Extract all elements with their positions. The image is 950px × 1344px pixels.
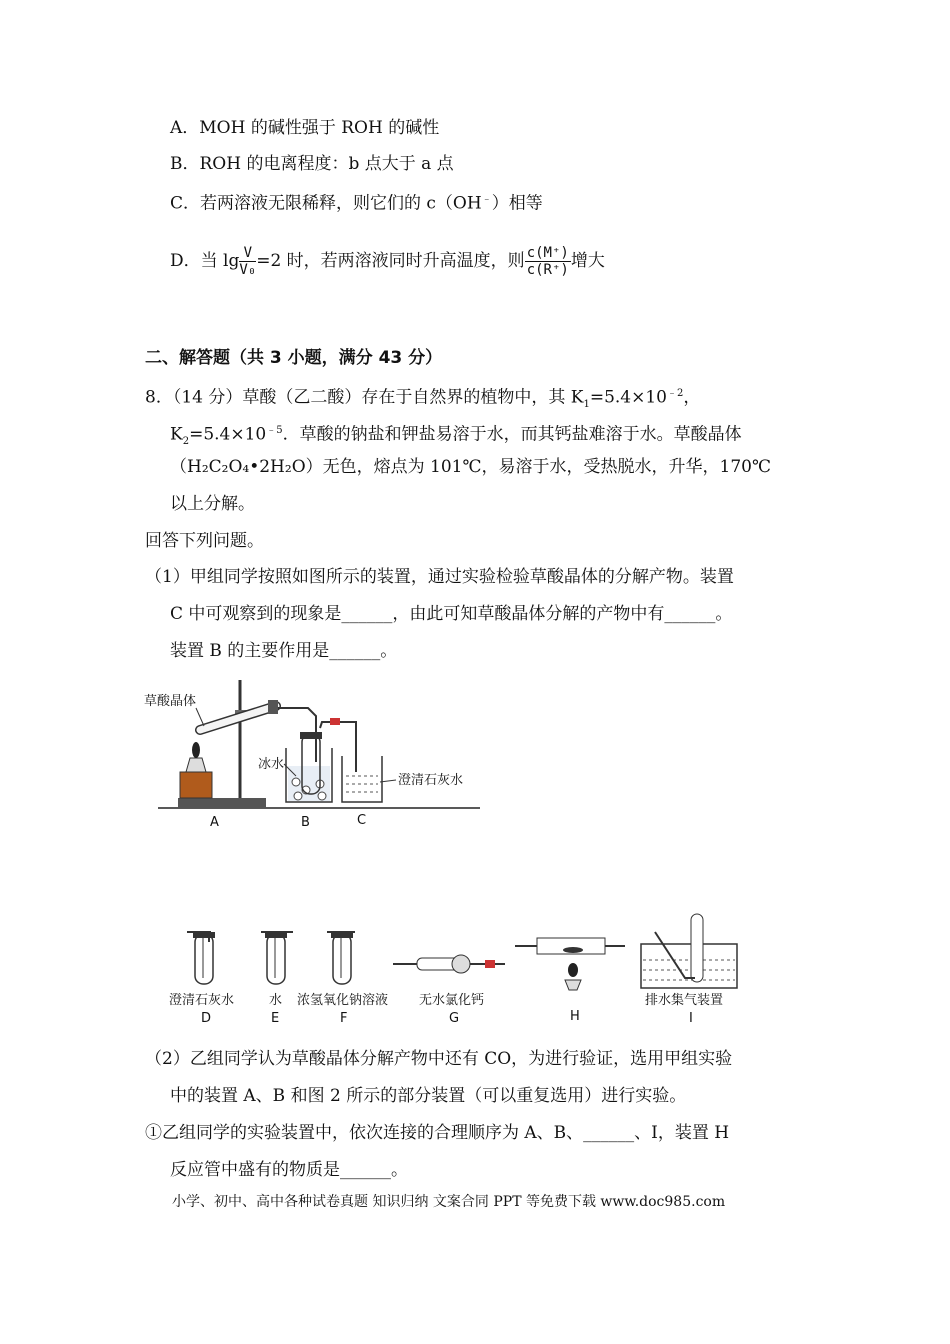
option-c: C．若两溶液无限稀释，则它们的 c（OH﹣）相等 [170, 193, 543, 214]
letter-c: C [357, 813, 367, 828]
letter-d: D [201, 1011, 212, 1026]
section-title: 二、解答题（共 3 小题，满分 43 分） [145, 348, 443, 368]
letter-g: G [449, 1011, 460, 1026]
label-f: 浓氢氧化钠溶液 [297, 993, 389, 1008]
flame-icon [192, 742, 200, 758]
q8-line1: 8．（14 分）草酸（乙二酸）存在于自然界的植物中，其 $K_1=5.4\times 10^{﹣2}$， [145, 387, 701, 411]
q8-line2: $K_2=5.4\times 10^{﹣5}$．草酸的钠盐和钾盐易溶于水，而其钙盐难溶于水。草酸晶体 [170, 424, 742, 448]
q8-line5: 回答下列问题。 [145, 531, 264, 551]
device-g [393, 955, 505, 973]
q8-part1-line2: C 中可观察到的现象是______，由此可知草酸晶体分解的产物中有______。 [170, 604, 733, 624]
letter-h: H [570, 1009, 580, 1024]
q8-part1-line3: 装置 B 的主要作用是______。 [170, 641, 398, 661]
device-f [327, 932, 355, 984]
page-footer: 小学、初中、高中各种试卷真题 知识归纳 文案合同 PPT 等免费下载 www.doc985.com [172, 1194, 726, 1210]
q8-line3: （H₂C₂O₄•2H₂O）无色，熔点为 101℃，易溶于水，受热脱水，升华，170℃ [170, 457, 771, 477]
figure-apparatus-2 [165, 908, 745, 1026]
letter-f: F [340, 1011, 348, 1026]
device-e [261, 932, 293, 984]
q8-part2-line3: ①乙组同学的实验装置中，依次连接的合理顺序为 A、B、______、I，装置 H [145, 1123, 730, 1143]
label-d: 澄清石灰水 [169, 993, 235, 1008]
label-g: 无水氯化钙 [419, 993, 485, 1008]
label-e: 水 [269, 993, 283, 1008]
q8-line4: 以上分解。 [170, 494, 255, 514]
q8-part1-line1: （1）甲组同学按照如图所示的装置，通过实验检验草酸晶体的分解产物。装置 [145, 567, 734, 587]
q8-part2-line4: 反应管中盛有的物质是______。 [170, 1160, 408, 1180]
device-d [187, 932, 215, 984]
option-b: B．ROH 的电离程度：b 点大于 a 点 [170, 154, 454, 174]
label-i: 排水集气装置 [645, 993, 724, 1008]
label-limewater: 澄清石灰水 [398, 773, 464, 788]
device-i [641, 914, 737, 988]
letter-b: B [301, 815, 310, 830]
letter-e: E [271, 1011, 280, 1026]
letter-i: I [689, 1011, 693, 1026]
device-h [515, 938, 625, 990]
option-a: A．MOH 的碱性强于 ROH 的碱性 [170, 118, 440, 138]
q8-part2-line2: 中的装置 A、B 和图 2 所示的部分装置（可以重复选用）进行实验。 [170, 1086, 687, 1106]
stand-base [178, 798, 266, 808]
option-d: D．当 lg $\frac{V}{\text{V₀}}$ =2 时，若两溶液同时升高温度，则 $\frac{c(M^+)}{c(R^+)}$ 增大 [170, 245, 605, 278]
figure-apparatus-1 [140, 672, 485, 832]
fraction-cm-cr: $\frac{c(M^+)}{c(R^+)}$ [526, 245, 569, 278]
q8-part2-line1: （2）乙组同学认为草酸晶体分解产物中还有 CO，为进行验证，选用甲组实验 [145, 1049, 733, 1069]
letter-a: A [210, 815, 219, 830]
label-crystal: 草酸晶体 [144, 694, 197, 709]
label-ice-water: 冰水 [258, 757, 285, 772]
fraction-v-v0: $\frac{V}{\text{V₀}}$ [239, 245, 257, 278]
